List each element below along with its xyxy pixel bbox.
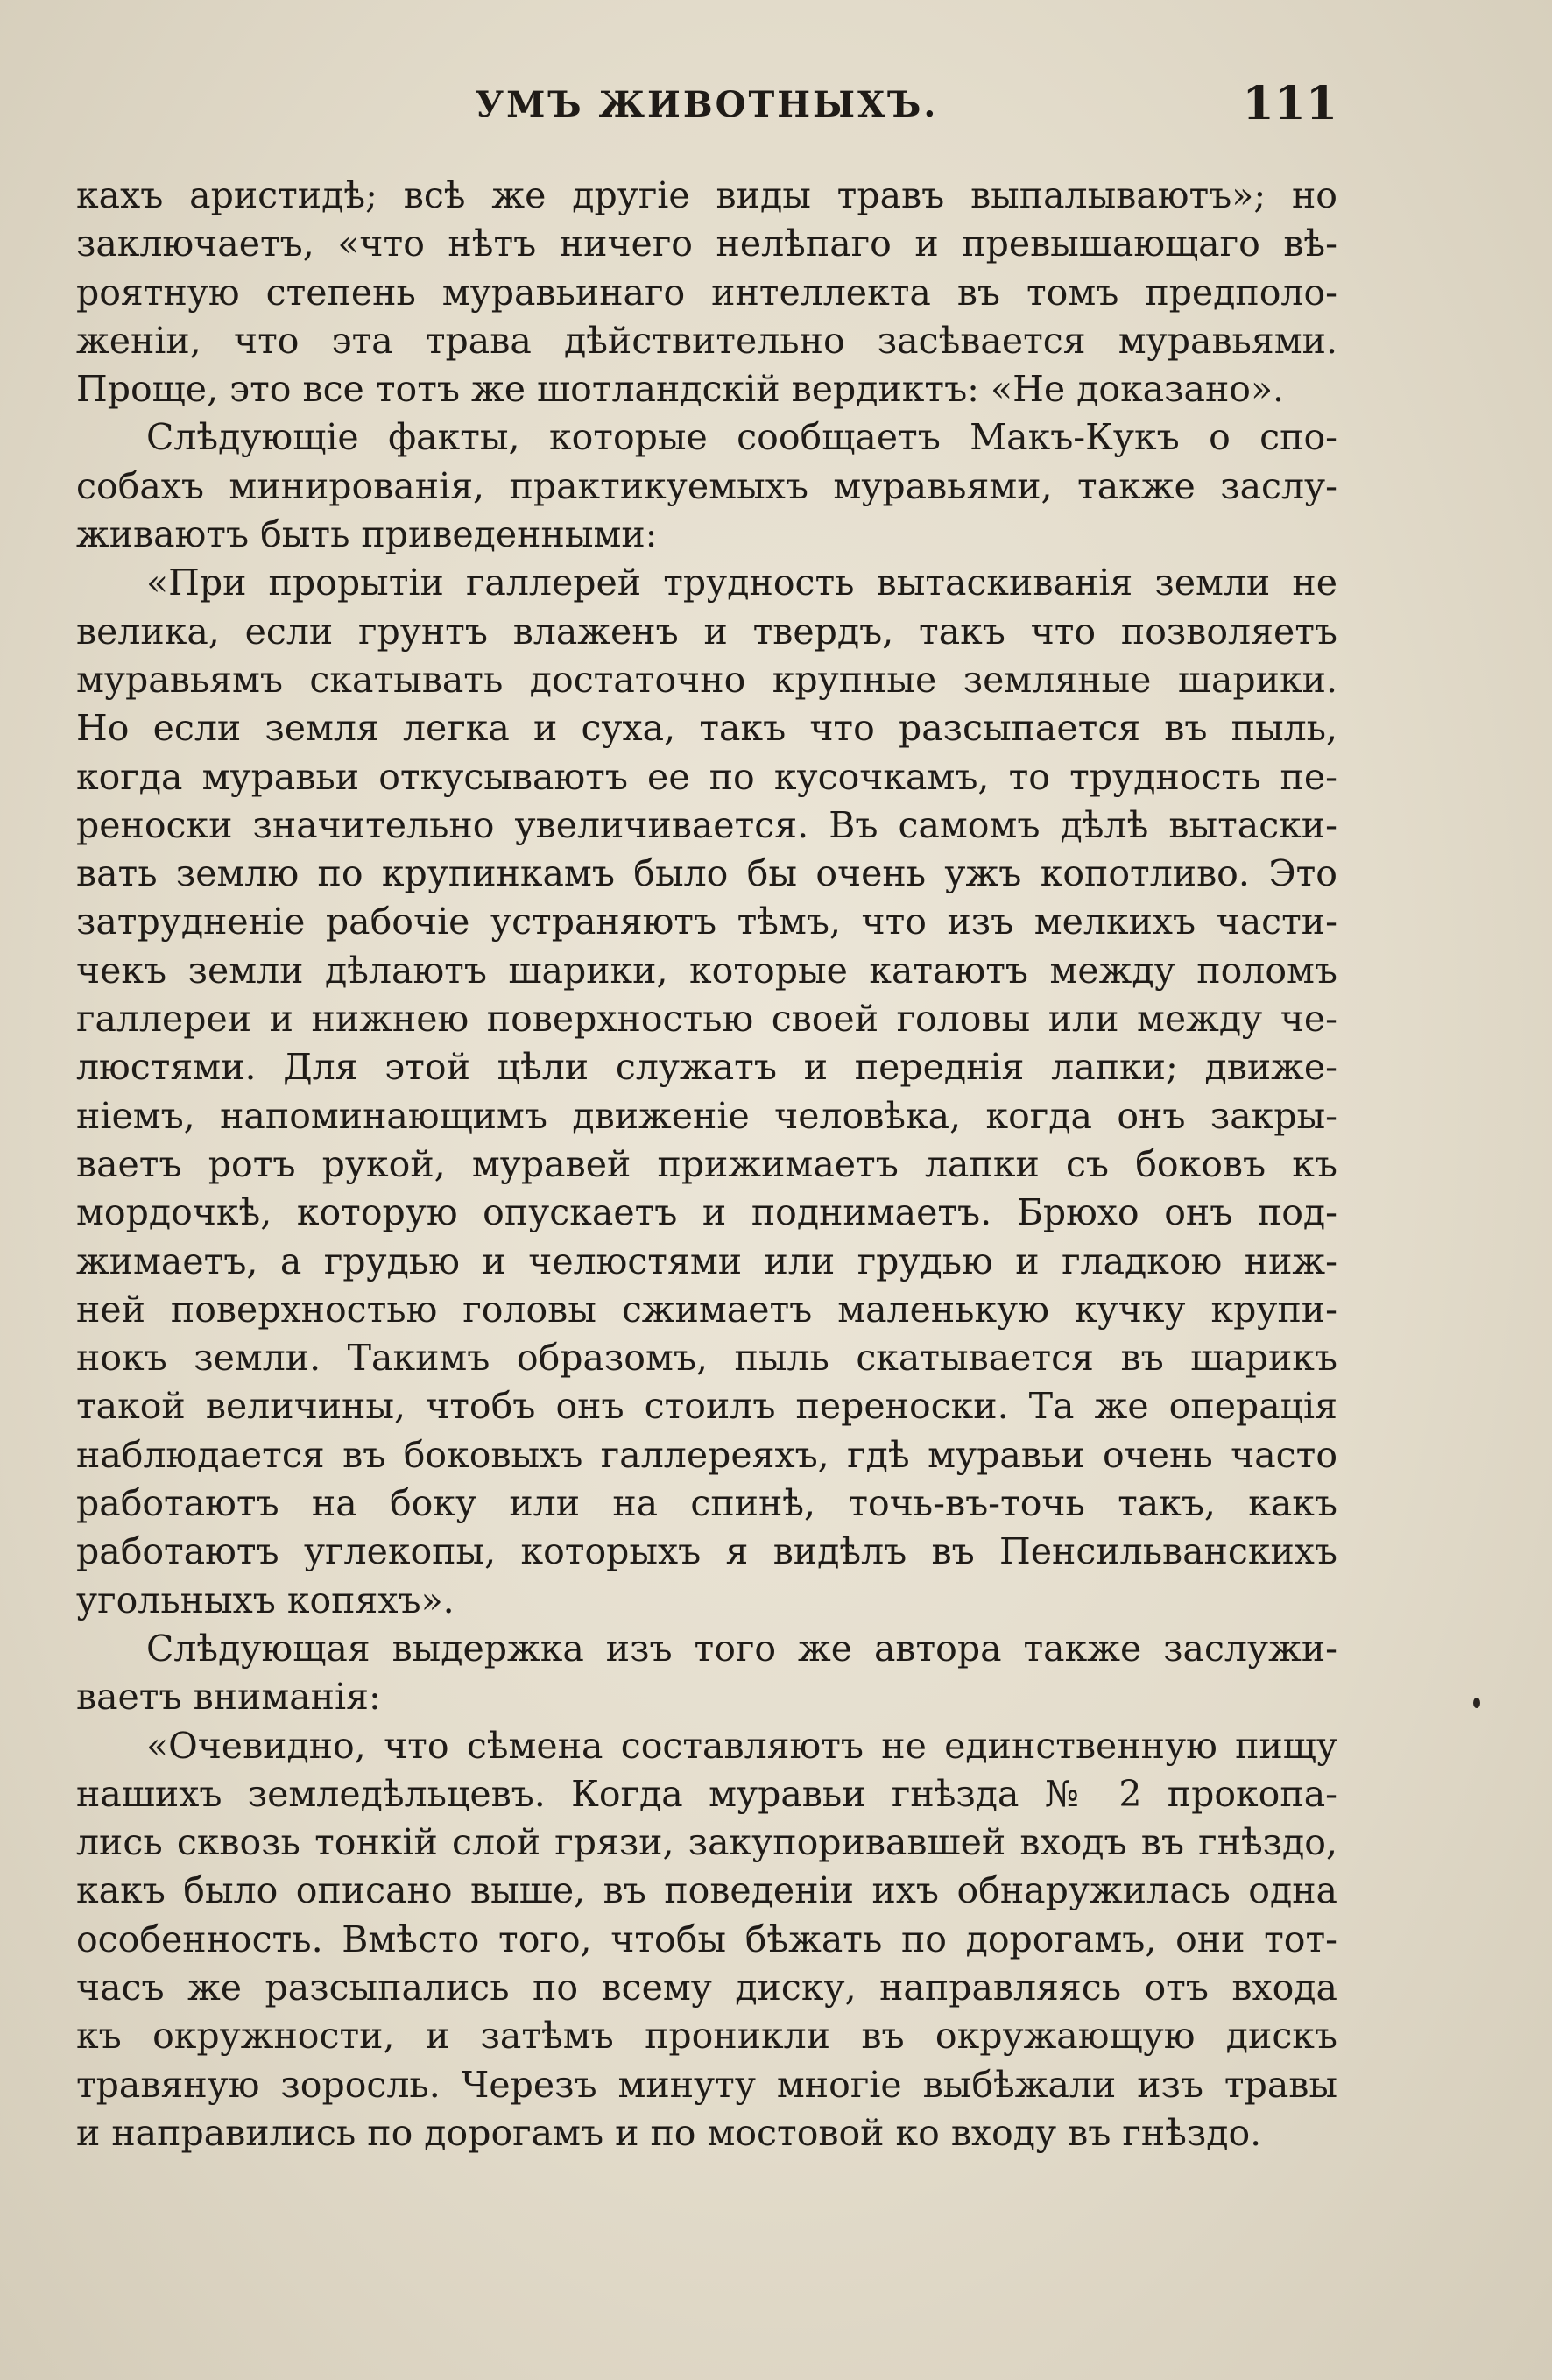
page-header <box>76 77 1337 130</box>
text-line: велика, если грунтъ влаженъ и твердъ, такъ что позволяетъ <box>76 610 1337 653</box>
text-line: лись сквозь тонкій слой грязи, закупоривавшей входъ въ гнѣздо, <box>76 1821 1337 1864</box>
text-line: женіи, что эта трава дѣйствительно засѣвается муравьями. <box>76 319 1337 362</box>
text-line: и направились по дорогамъ и по мостовой ко входу въ гнѣздо. <box>76 2111 1262 2154</box>
text-line: муравьямъ скатывать достаточно крупные земляные шарики. <box>76 658 1337 701</box>
text-line: часъ же разсыпались по всему диску, направляясь отъ входа <box>76 1966 1337 2009</box>
text-line: къ окружности, и затѣмъ проникли въ окружающую дискъ <box>76 2015 1337 2058</box>
text-line: нокъ земли. Такимъ образомъ, пыль скатывается въ шарикъ <box>76 1337 1337 1380</box>
text-line: реноски значительно увеличивается. Въ самомъ дѣлѣ вытаски- <box>76 803 1337 846</box>
text-line: галлереи и нижнею поверхностью своей головы или между че- <box>76 998 1337 1041</box>
text-line: кахъ аристидѣ; всѣ же другіе виды травъ выпалываютъ»; но <box>76 174 1337 216</box>
text-line: чекъ земли дѣлаютъ шарики, которые катаютъ между поломъ <box>76 949 1337 992</box>
text-line: заключаетъ, «что нѣтъ ничего нелѣпаго и превышающаго вѣ- <box>76 222 1337 265</box>
text-line: живаютъ быть приведенными: <box>76 513 658 556</box>
text-line: травяную зоросль. Черезъ минуту многіе выбѣжали изъ травы <box>76 2063 1337 2106</box>
text-line: ваетъ вниманія: <box>76 1676 381 1719</box>
text-line: затрудненіе рабочіе устраняютъ тѣмъ, что изъ мелкихъ части- <box>76 900 1337 943</box>
text-line: угольныхъ копяхъ». <box>76 1578 455 1621</box>
text-line: люстями. Для этой цѣли служатъ и переднія лапки; движе- <box>76 1046 1337 1089</box>
text-line: работаютъ углекопы, которыхъ я видѣлъ въ Пенсильванскихъ <box>76 1530 1337 1573</box>
text-line: работаютъ на боку или на спинѣ, точь-въ-точь такъ, какъ <box>76 1482 1337 1525</box>
text-line: Слѣдующіе факты, которые сообщаетъ Макъ-Кукъ о спо- <box>146 416 1337 459</box>
page-number: 111 <box>1242 77 1337 131</box>
text-line: нашихъ земледѣльцевъ. Когда муравьи гнѣзда № 2 прокопа- <box>76 1772 1337 1815</box>
text-line: ніемъ, напоминающимъ движеніе человѣка, когда онъ закры- <box>76 1094 1337 1137</box>
text-line: Слѣдующая выдержка изъ того же автора также заслужи- <box>146 1627 1337 1670</box>
text-line: когда муравьи откусываютъ ее по кусочкамъ, то трудность пе- <box>76 755 1337 798</box>
text-line: «При прорытіи галлерей трудность вытаскиванія земли не <box>146 561 1337 604</box>
text-line: такой величины, чтобъ онъ стоилъ переноски. Та же операція <box>76 1385 1337 1428</box>
text-line: жимаетъ, а грудью и челюстями или грудью и гладкою ниж- <box>76 1239 1337 1282</box>
text-line: «Очевидно, что сѣмена составляютъ не единственную пищу <box>146 1724 1337 1767</box>
running-title: УМЪ ЖИВОТНЫХЪ. <box>475 84 939 125</box>
text-line: роятную степень муравьинаго интеллекта въ томъ предполо- <box>76 271 1337 314</box>
text-line: Проще, это все тотъ же шотландскій вердиктъ: «Не доказано». <box>76 368 1285 411</box>
ink-speck <box>1473 1698 1480 1708</box>
text-line: собахъ минированія, практикуемыхъ муравьями, также заслу- <box>76 464 1337 507</box>
text-line: особенность. Вмѣсто того, чтобы бѣжать по дорогамъ, они тот- <box>76 1917 1337 1960</box>
text-line: наблюдается въ боковыхъ галлереяхъ, гдѣ муравьи очень часто <box>76 1433 1337 1476</box>
text-line: ней поверхностью головы сжимаетъ маленькую кучку крупи- <box>76 1288 1337 1331</box>
text-line: какъ было описано выше, въ поведеніи ихъ обнаружилась одна <box>76 1869 1337 1912</box>
text-line: ваетъ ротъ рукой, муравей прижимаетъ лапки съ боковъ къ <box>76 1142 1337 1185</box>
text-line: Но если земля легка и суха, такъ что разсыпается въ пыль, <box>76 707 1337 750</box>
text-line: мордочкѣ, которую опускаетъ и поднимаетъ. Брюхо онъ под- <box>76 1191 1337 1234</box>
text-line: вать землю по крупинкамъ было бы очень ужъ копотливо. Это <box>76 852 1337 895</box>
body-text <box>76 172 1337 2158</box>
